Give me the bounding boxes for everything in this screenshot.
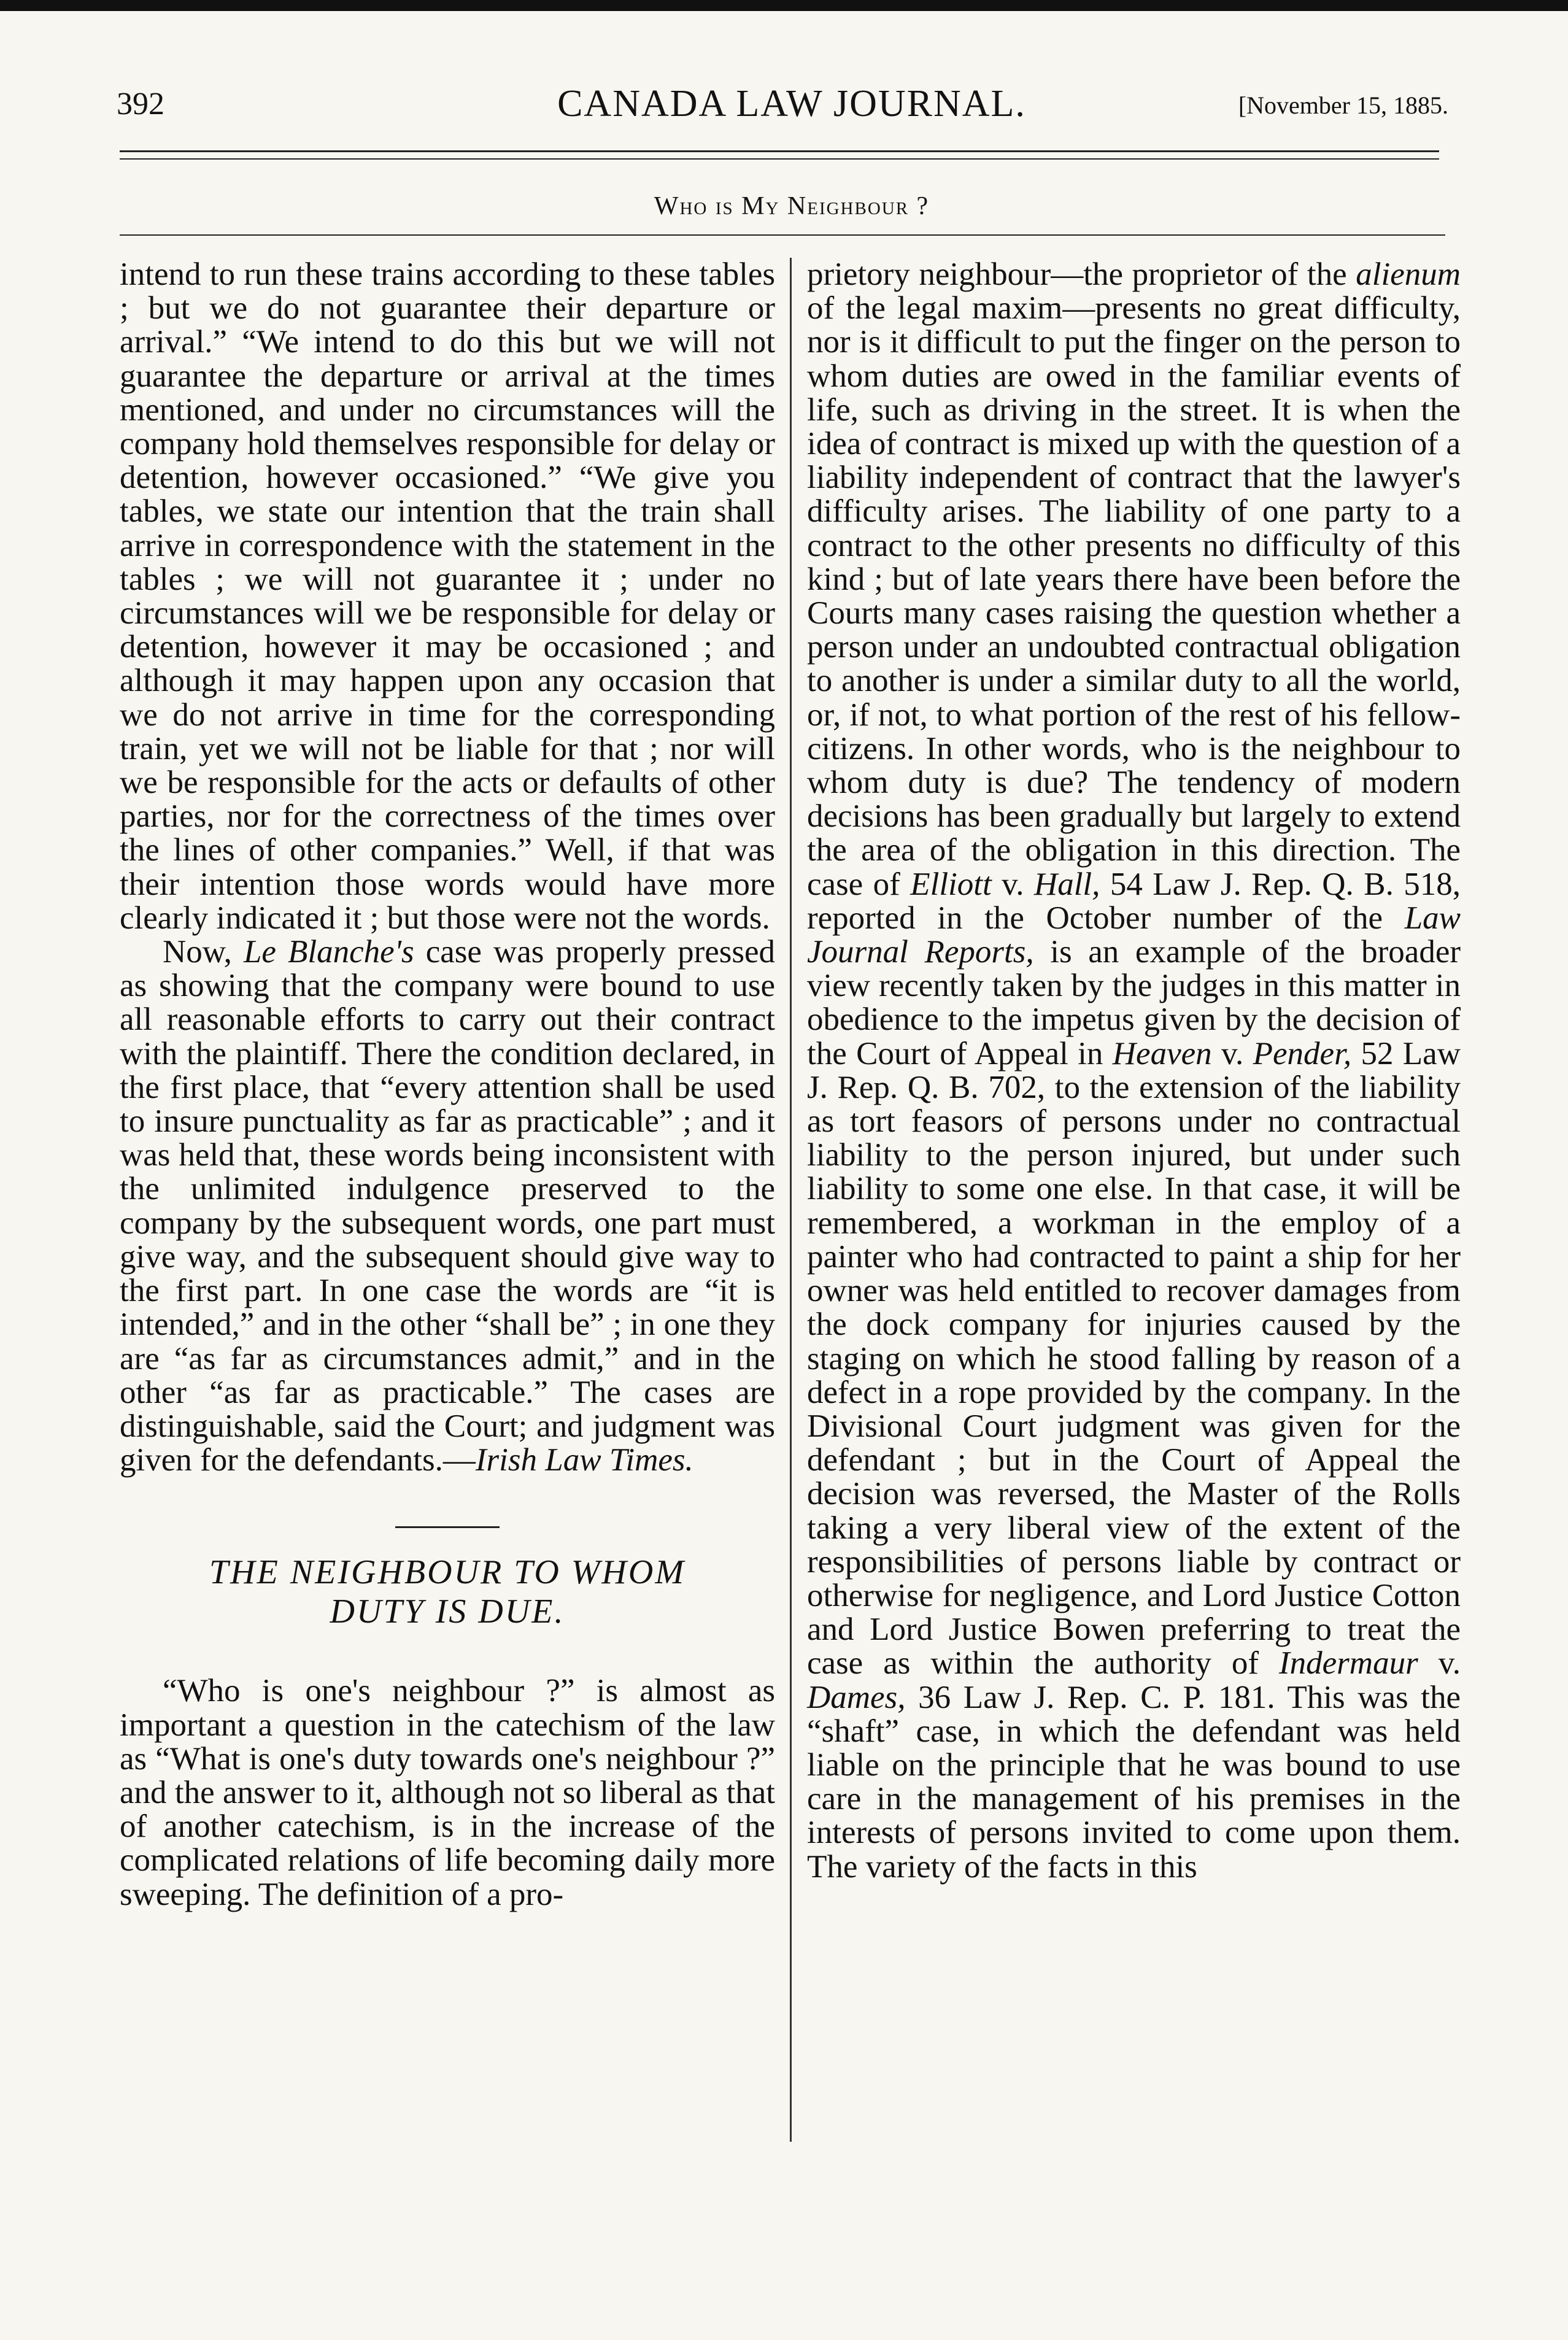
case-party: Pender, [1253,1035,1352,1072]
right-column [807,258,1461,1884]
case-name: Le Blanche's [243,934,414,970]
paragraph-le-blanche [120,935,775,1477]
paragraph-tables: intend to run these trains according to these tables ; but we do not guarantee their departure or arrival.” “We intend to do this but we will not guarantee the departure or arrival at the times mentioned, and under no circumstances will the company hold themselves responsible for delay or detention, however occasioned.” “We give you tables, we state our intention that the train shall arrive in correspondence with the statement in the tables ; we will not guarantee it ; under no circumstances will we be responsible for delay or detention, however it may be occasioned ; and although it may happen upon any occasion that we do not arrive in time for the corresponding train, yet we will not be liable for that ; nor will we be responsible for the acts or defaults of other parties, nor for the correctness of the times over the lines of other companies.” Well, if that was their intention those words would have more clearly indicated it ; but those were not the words. [120,257,775,936]
section-title-line: THE NEIGHBOUR TO WHOM [209,1553,686,1592]
text-span: 54 Law J. Rep. Q. B. 518, reported in the October number of the [807,866,1461,936]
text-span: v. [1002,866,1024,902]
text-span: v. [1438,1645,1461,1682]
paragraph-continued [807,258,1461,1884]
running-title [117,191,1467,221]
source-citation: Irish Law Times. [475,1442,693,1478]
case-party: Heaven [1112,1035,1212,1072]
running-title-text: Who is My Neighbour ? [654,192,930,220]
latin-term: alienum [1356,257,1461,292]
case-party: Indermaur [1279,1645,1418,1682]
left-column [120,258,775,1912]
running-title-rule [120,234,1445,236]
header-rule-top [120,150,1439,152]
text-span: prietory neighbour—the proprietor of the [807,257,1347,292]
case-party: Hall, [1033,866,1100,902]
text-span: v. [1221,1035,1244,1072]
section-title-line: DUTY IS DUE. [330,1593,565,1631]
case-party: Elliott [910,866,992,902]
journal-title: CANADA LAW JOURNAL. [557,83,1026,125]
header-rule-bottom [120,158,1439,160]
publication-name: Law Journal Reports, [807,900,1461,970]
text-span: of the legal maxim—presents no great difficulty, nor is it difficult to put the finger on the person to whom duties are owed in the familiar events of life, such as driving in the street. It is when the idea of contract is mixed up with the question of a liability independent of contract that the lawyer's difficulty arises. The liability of one party to a contract to the other presents no difficulty of this kind ; but of late years there have been before the Courts many cases raising the question whether a person under an undoubted contractual obligation to another is under a similar duty to all the world, or, if not, to what portion of the rest of his fellow-citizens. In other words, who is the neighbour to whom duty is due? The tendency of modern decisions has been gradually but largely to extend the area of the obligation in this direction. The case of [807,290,1461,902]
case-party: Dames, [807,1679,906,1715]
issue-date: [November 15, 1885. [1238,91,1448,119]
text-span: Now, [163,934,232,970]
page-number: 392 [117,87,164,122]
top-edge-bar [0,0,1568,11]
text-span: is an example of the broader view recently taken by the judges in this matter in obedience to the impetus given by the decision of the Court of Appeal in [807,934,1461,1072]
section-title [120,1553,775,1631]
paragraph-neighbour-intro: “Who is one's neighbour ?” is almost as important a question in the catechism of the law as “What is one's duty towards one's neighbour ?” and the answer to it, although not so liberal as that of another catechism, is in the increase of the complicated relations of life becoming daily more sweeping. The definition of a pro- [120,1673,775,1912]
text-span: 52 Law J. Rep. Q. B. 702, to the extension of the liability as tort feasors of persons under no contractual liability to the person injured, but under such liability to some one else. In that case, it will be remembered, a workman in the employ of a painter who had contracted to paint a ship for her owner was held entitled to recover damages from the dock company for injuries caused by the staging on which he stood falling by reason of a defect in a rope provided by the company. In the Divisional Court judgment was given for the defendant ; but in the Court of Appeal the decision was reversed, the Master of the Rolls taking a very liberal view of the extent of the responsibilities of persons liable by contract or otherwise for negligence, and Lord Justice Cotton and Lord Justice Bowen preferring to treat the case as within the authority of [807,1035,1461,1682]
text-span: case was properly pressed as showing that the company were bound to use all reasonable efforts to carry out their contract with the plaintiff. There the condition declared, in the first place, that “every attention shall be used to insure punctuality as far as practicable” ; and it was held that, these words being inconsistent with the unlimited indulgence preserved to the company by the subsequent words, one part must give way, and the subsequent should give way to the first part. In one case the words are “it is intended,” and in the other “shall be” ; in one they are “as far as circumstances admit,” and in the other “as far as practicable.” The cases are distinguishable, said the Court; and judgment was given for the defendants.— [120,934,776,1478]
page-header [117,83,1467,141]
text-span: 36 Law J. Rep. C. P. 181. This was the “shaft” case, in which the defendant was held liable on the principle that he was bound to use care in the management of his premises in the interests of persons invited to come upon them. The variety of the facts in this [807,1679,1461,1885]
section-divider [395,1526,500,1528]
column-divider [790,258,792,2142]
